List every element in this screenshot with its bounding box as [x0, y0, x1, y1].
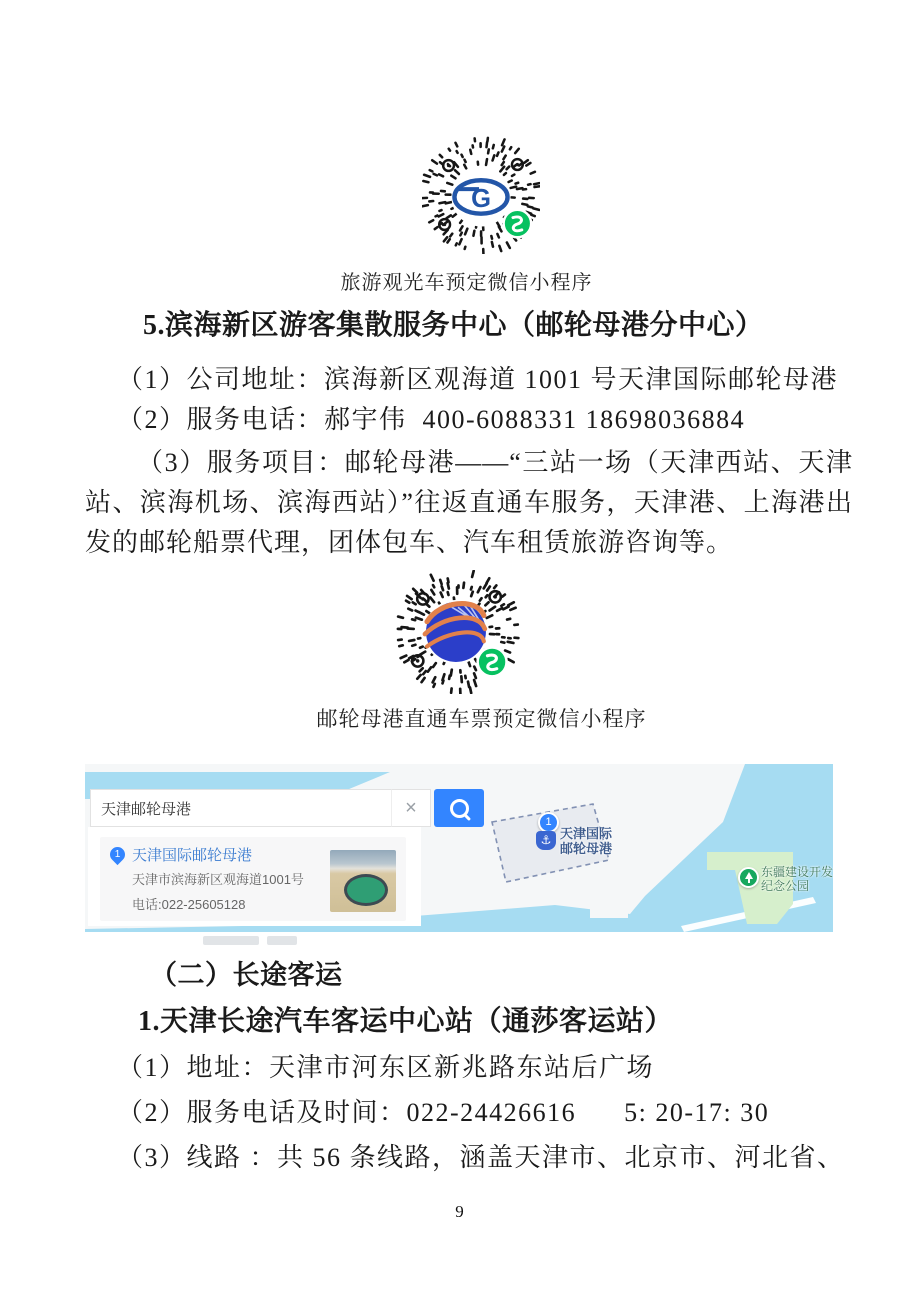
search-icon — [450, 799, 469, 818]
terminal-dome — [344, 874, 388, 906]
page-number: 9 — [455, 1202, 464, 1221]
svg-text:G: G — [471, 184, 491, 213]
qr1-caption: 旅游观光车预定微信小程序 — [340, 272, 593, 294]
changtu-section-heading: （二）长途客运 — [150, 960, 343, 990]
search-button[interactable] — [434, 789, 484, 827]
park-label-line1: 东疆建设开发 — [761, 865, 833, 879]
search-input[interactable] — [90, 789, 391, 827]
park-label-line2: 纪念公园 — [761, 879, 810, 893]
result-pin-icon: 1 — [107, 844, 128, 865]
miniprogram-badge-icon — [478, 648, 507, 677]
qr-code-cruise-port-shuttle — [396, 570, 520, 694]
result-address: 天津市滨海新区观海道1001号 — [132, 872, 304, 887]
map-search-bar — [90, 789, 484, 827]
bus-group-logo-icon — [452, 167, 511, 226]
result-thumbnail[interactable] — [330, 850, 396, 912]
changtu-item3: （3）线路 ：共 56 条线路，涵盖天津市、北京市、河北省、 — [117, 1143, 845, 1172]
result-phone: 电话:022-25605128 — [132, 897, 246, 912]
map-screenshot — [85, 764, 833, 952]
qr2-caption: 邮轮母港直通车票预定微信小程序 — [316, 707, 647, 731]
port-label-line2: 邮轮母港 — [560, 841, 613, 856]
section5-item1: （1）公司地址：滨海新区观海道 1001 号天津国际邮轮母港 — [117, 365, 839, 394]
map-attribution — [203, 936, 259, 945]
changtu-sub1-heading: 1.天津长途汽车客运中心站（通莎客运站） — [138, 1006, 674, 1037]
port-label-line1: 天津国际 — [560, 826, 613, 841]
port-label — [560, 826, 612, 856]
clear-icon[interactable]: × — [391, 789, 431, 827]
result-title[interactable]: 天津国际邮轮母港 — [132, 847, 253, 864]
park-pin-marker[interactable] — [738, 867, 759, 888]
anchor-icon[interactable]: ⚓ — [536, 831, 556, 850]
map-pier-land — [590, 900, 628, 918]
section5-item2: （2）服务电话：郝宇伟 400-6088331 18698036884 — [117, 405, 746, 434]
section5-item3: （3）服务项目：邮轮母港——“三站一场（天津西站、天津站、滨海机场、滨海西站）”往返直通车服务，天津港、上海港出发的邮轮船票代理，团体包车、汽车租赁旅游咨询等。 — [85, 448, 853, 557]
result-card[interactable] — [100, 837, 406, 921]
qr-code-sightseeing-bus — [422, 136, 540, 254]
park-label — [761, 865, 833, 893]
section5-heading: 5.滨海新区游客集散服务中心（邮轮母港分中心） — [143, 310, 764, 341]
port-pin-marker[interactable]: 1 — [538, 812, 559, 833]
changtu-item2: （2）服务电话及时间：022-24426616 5: 20-17: 30 — [117, 1098, 770, 1127]
changtu-item1: （1）地址：天津市河东区新兆路东站后广场 — [117, 1053, 655, 1082]
map-attribution — [267, 936, 297, 945]
miniprogram-badge-icon — [504, 210, 532, 238]
